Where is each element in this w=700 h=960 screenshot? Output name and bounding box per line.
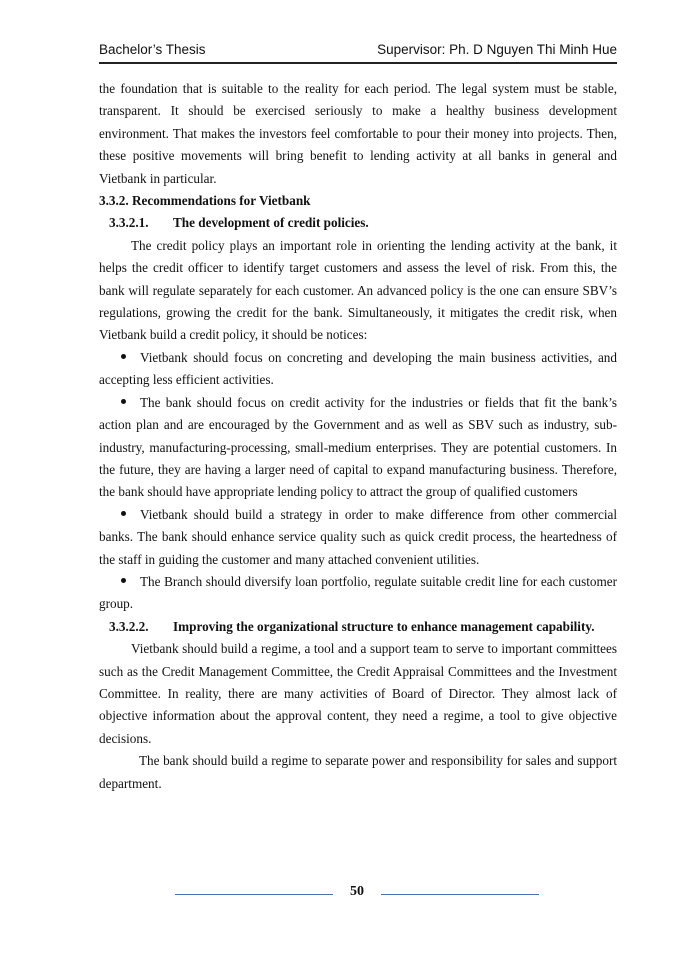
- header-supervisor: Supervisor: Ph. D Nguyen Thi Minh Hue: [377, 42, 617, 57]
- page-header: [99, 40, 617, 64]
- bullet-icon: [121, 354, 126, 359]
- bullet-icon: [121, 578, 126, 583]
- subsection-heading-3-3-2-2: [99, 616, 617, 638]
- bullet-text: The bank should focus on credit activity for the industries or fields that fit the bank’s action plan and are encouraged by the Government and as well as SBV such as industry, sub-industry, manufacturing-processing, small-medium enterprises. They are potential customers. In the future, they are having a larger need of capital to expand manufacturing business. Therefore, the bank should have appropriate lending policy to attract the group of qualified customers: [99, 394, 617, 500]
- paragraph-separate-power: The bank should build a regime to separate power and responsibility for sales and support department.: [99, 753, 617, 791]
- bullet-text: The Branch should diversify loan portfolio, regulate suitable credit line for each customer group.: [99, 573, 617, 612]
- page-body: [99, 78, 617, 795]
- header-title: Bachelor’s Thesis: [99, 42, 206, 57]
- bullet-text: Vietbank should build a strategy in order to make difference from other commercial banks. The bank should enhance service quality such as quick credit process, the heartedness of the staff in guiding the customer and many attached convenient utilities.: [99, 506, 617, 567]
- bullet-item-1: [99, 347, 617, 392]
- bullet-item-4: [99, 571, 617, 616]
- bullet-item-2: [99, 392, 617, 504]
- page-number: 50: [350, 884, 364, 899]
- paragraph-intro: the foundation that is suitable to the reality for each period. The legal system must be stable, transparent. It should be exercised seriously to make a healthy business development environment. That makes the investors feel comfortable to pour their money into projects. Then, these positive movements will bring benefit to lending activity at all banks in general and Vietbank in particular.: [99, 81, 617, 186]
- bullet-item-3: [99, 504, 617, 571]
- subsection-number: 3.3.2.2.: [109, 618, 149, 634]
- paragraph-organizational: Vietbank should build a regime, a tool and a support team to serve to important committees such as the Credit Management Committee, the Credit Appraisal Committees and the Investment Committee. In reality, there are many activities of Board of Director. They almost lack of objective information about the approval content, they need a regime, a tool to give objective decisions.: [99, 641, 617, 746]
- bullet-text: Vietbank should focus on concreting and developing the main business activities, and accepting less efficient activities.: [99, 349, 617, 388]
- bullet-icon: [121, 399, 126, 404]
- section-heading-3-3-2: 3.3.2. Recommendations for Vietbank: [99, 193, 311, 209]
- paragraph-credit-policy: The credit policy plays an important role in orienting the lending activity at the bank, it helps the credit officer to identify target customers and assess the level of risk. From this, the bank will regulate separately for each customer. An advanced policy is the one can ensure SBV’s regulations, growing the credit for the bank. Simultaneously, it mitigates the credit risk, when Vietbank build a credit policy, it should be notices:: [99, 237, 617, 343]
- subsection-title: The development of credit policies.: [173, 215, 369, 231]
- subsection-title: Improving the organizational structure to enhance management capability.: [173, 618, 595, 634]
- subsection-number: 3.3.2.1.: [109, 215, 149, 231]
- footer-divider-right: [381, 894, 539, 895]
- bullet-icon: [121, 511, 126, 516]
- subsection-heading-3-3-2-1: [99, 212, 617, 234]
- page-footer: [175, 884, 539, 904]
